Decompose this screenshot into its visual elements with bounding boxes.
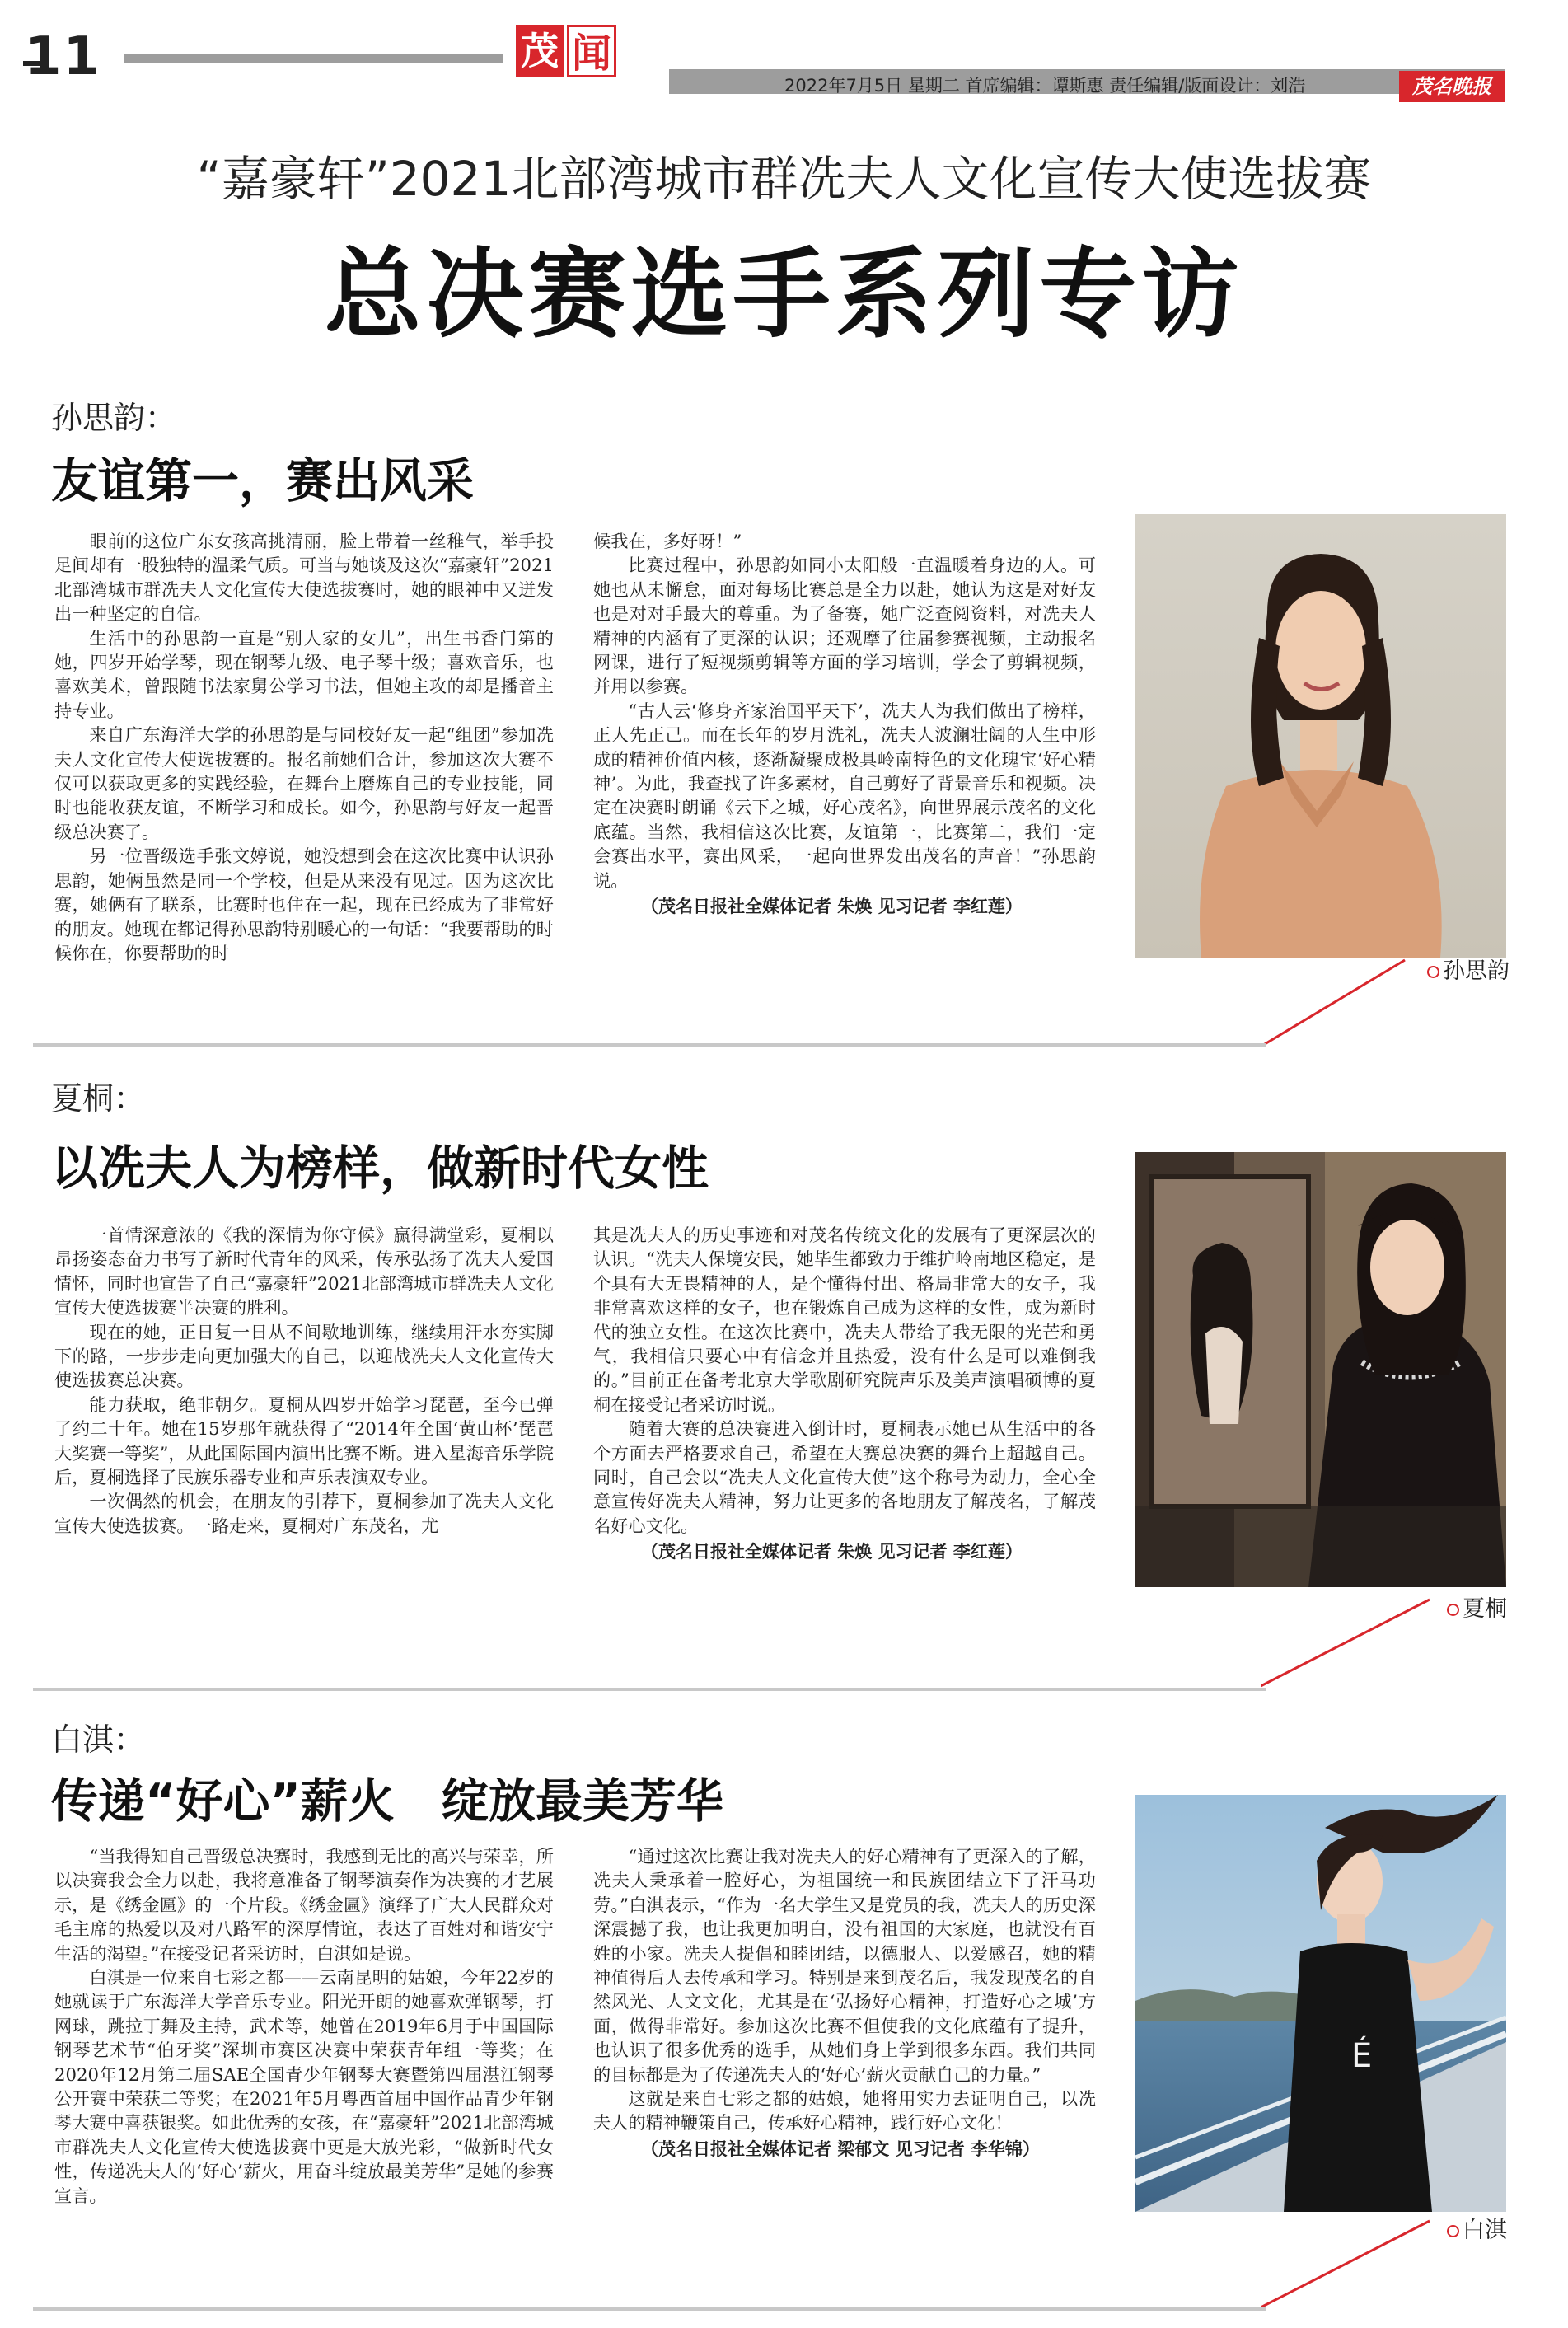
article2-column1 <box>54 1223 554 1538</box>
page-title: 总决赛选手系列专访 <box>324 237 1244 351</box>
svg-text:É: É <box>1351 2037 1373 2075</box>
page-subtitle: “嘉豪轩”2021北部湾城市群冼夫人文化宣传大使选拔赛 <box>196 151 1372 207</box>
article3-column2 <box>593 1844 1096 2162</box>
article2-credit: （茂名日报社全媒体记者 朱焕 见习记者 李红莲） <box>641 1542 1023 1562</box>
article1-person: 孙思韵： <box>51 400 177 436</box>
article3-photo <box>1135 1795 1506 2212</box>
article1-column2 <box>593 529 1096 920</box>
caption-text: 孙思韵 <box>1443 958 1509 984</box>
date-line: 2022年7月5日 星期二 首席编辑：谭斯惠 责任编辑/版面设计：刘浩 <box>784 76 1306 96</box>
paragraph: 眼前的这位广东女孩高挑清丽，脸上带着一丝稚气，举手投足间却有一股独特的温柔气质。可当与她谈及这次“嘉豪轩”2021北部湾城市群冼夫人文化宣传大使选拔赛时，她的眼神中又迸发出一种坚定的自信。 <box>54 531 554 625</box>
article2-decor-line <box>1261 1595 1434 1694</box>
paragraph: 候我在，多好呀！” <box>593 531 742 551</box>
article2-caption <box>1447 1590 1507 1623</box>
article2-column2 <box>593 1223 1096 1565</box>
section-label-char2: 闻 <box>567 25 616 77</box>
paragraph: 比赛过程中，孙思韵如同小太阳般一直温暖着身边的人。可她也从未懈怠，面对每场比赛总是全力以赴，她认为这是对好友也是对对手最大的尊重。为了备赛，她广泛查阅资料，对冼夫人精神的内涵有了更深的认识；还观摩了往届参赛视频，主动报名网课，进行了短视频剪辑等方面的学习培训，学会了剪辑视频，并用以参赛。 <box>593 555 1096 697</box>
caption-ring-icon <box>1447 1604 1459 1616</box>
caption-ring-icon <box>1447 2225 1459 2237</box>
paragraph: “古人云‘修身齐家治国平天下’，冼夫人为我们做出了榜样，正人先正己。而在长年的岁月洗礼，冼夫人波澜壮阔的人生中形成的精神价值内核，逐渐凝聚成极具岭南特色的文化瑰宝‘好心精神’。为此，我查找了许多素材，自己剪好了背景音乐和视频。决定在决赛时朗诵《云下之城，好心茂名》，向世界展示茂名的文化底蕴。当然，我相信这次比赛，友谊第一，比赛第二，我们一定会赛出水平，赛出风采，一起向世界发出茂名的声音！”孙思韵说。 <box>593 700 1096 891</box>
article1-headline: 友谊第一，赛出风采 <box>51 454 474 508</box>
article1-caption <box>1427 953 1509 985</box>
header-rule <box>124 54 503 63</box>
section-divider <box>33 1043 1266 1047</box>
article1-column1 <box>54 529 554 965</box>
paragraph: 能力获取，绝非朝夕。夏桐从四岁开始学习琵琶，至今已弹了约二十年。她在15岁那年就获得了“2014年全国‘黄山杯’琵琶大奖赛一等奖”，从此国际国内演出比赛不断。进入星海音乐学院后，夏桐选择了民族乐器专业和声乐表演双专业。 <box>54 1394 554 1488</box>
article3-credit: （茂名日报社全媒体记者 梁郁文 见习记者 李华锦） <box>641 2138 1040 2159</box>
article1-credit: （茂名日报社全媒体记者 朱焕 见习记者 李红莲） <box>641 897 1023 917</box>
caption-ring-icon <box>1427 966 1439 978</box>
paragraph: 一次偶然的机会，在朋友的引荐下，夏桐参加了冼夫人文化宣传大使选拔赛。一路走来，夏桐对广东茂名，尤 <box>54 1491 554 1536</box>
article2-person: 夏桐： <box>51 1080 146 1117</box>
article1-decor-line <box>1261 956 1409 1055</box>
article3-column1 <box>54 1844 554 2208</box>
paragraph: 白淇是一位来自七彩之都——云南昆明的姑娘，今年22岁的她就读于广东海洋大学音乐专业。阳光开朗的她喜欢弹钢琴，打网球，跳拉丁舞及主持，武术等，她曾在2019年6月于中国国际钢琴艺术节“伯牙奖”深圳市赛区决赛中荣获青年组一等奖；在2020年12月第二届SAE全国青少年钢琴大赛暨第四届湛江钢琴公开赛中荣获二等奖；在2021年5月粤西首届中国作品青少年钢琴大赛中喜获银奖。如此优秀的女孩，在“嘉豪轩”2021北部湾城市群冼夫人文化宣传大使选拔赛中更是大放光彩，“做新时代女性，传递冼夫人的‘好心’薪火，用奋斗绽放最美芳华”是她的参赛宣言。 <box>54 1967 554 2206</box>
paragraph: 一首情深意浓的《我的深情为你守候》赢得满堂彩，夏桐以昂扬姿态奋力书写了新时代青年的风采，传承弘扬了冼夫人爱国情怀，同时也宣告了自己“嘉豪轩”2021北部湾城市群冼夫人文化宣传大使选拔赛半决赛的胜利。 <box>54 1225 554 1319</box>
article1-photo <box>1135 514 1506 958</box>
paragraph: 另一位晋级选手张文婷说，她没想到会在这次比赛中认识孙思韵，她俩虽然是同一个学校，但是从来没有见过。因为这次比赛，她俩有了联系，比赛时也住在一起，现在已经成为了非常好的朋友。她现在都记得孙思韵特别暖心的一句话：“我要帮助的时候你在，你要帮助的时 <box>54 845 554 963</box>
paragraph: 现在的她，正日复一日从不间歇地训练，继续用汗水夯实脚下的路，一步步走向更加强大的自己，以迎战冼夫人文化宣传大使选拔赛总决赛。 <box>54 1321 554 1391</box>
article2-photo <box>1135 1152 1506 1587</box>
paragraph: “通过这次比赛让我对冼夫人的好心精神有了更深入的了解，冼夫人秉承着一腔好心，为祖国统一和民族团结立下了汗马功劳。”白淇表示，“作为一名大学生又是党员的我，冼夫人的历史深深震撼了我，也让我更加明白，没有祖国的大家庭，也就没有百姓的小家。冼夫人提倡和睦团结，以德服人、以爱感召，她的精神值得后人去传承和学习。特别是来到茂名后，我发现茂名的自然风光、人文文化，尤其是在‘弘扬好心精神，打造好心之城’方面，做得非常好。参加这次比赛不但使我的文化底蕴有了提升，也认识了很多优秀的选手，从她们身上学到很多东西。我们共同的目标都是为了传递冼夫人的‘好心’薪火贡献自己的力量。” <box>593 1846 1096 2085</box>
caption-text: 白淇 <box>1463 2218 1507 2243</box>
section-label-char1: 茂 <box>516 25 564 77</box>
paragraph: 随着大赛的总决赛进入倒计时，夏桐表示她已从生活中的各个方面去严格要求自己，希望在大赛总决赛的舞台上超越自己。同时，自己会以“冼夫人文化宣传大使”这个称号为动力，全心全意宣传好冼夫人精神，努力让更多的各地朋友了解茂名，了解茂名好心文化。 <box>593 1418 1096 1536</box>
paragraph: 这就是来自七彩之都的姑娘，她将用实力去证明自己，以冼夫人的精神鞭策自己，传承好心精神，践行好心文化！ <box>593 2088 1096 2134</box>
caption-text: 夏桐 <box>1463 1596 1507 1622</box>
section-divider <box>33 1688 1266 1691</box>
article3-person: 白淇： <box>51 1721 146 1758</box>
page-number: 11 <box>25 26 102 87</box>
paragraph: 生活中的孙思韵一直是“别人家的女儿”，出生书香门第的她，四岁开始学琴，现在钢琴九级、电子琴十级；喜欢音乐，也喜欢美术，曾跟随书法家舅公学习书法，但她主攻的却是播音主持专业。 <box>54 627 554 721</box>
paragraph: 来自广东海洋大学的孙思韵是与同校好友一起“组团”参加冼夫人文化宣传大使选拔赛的。报名前她们合计，参加这次大赛不仅可以获取更多的实践经验，在舞台上磨炼自己的专业技能，同时也能收获友谊，不断学习和成长。如今，孙思韵与好友一起晋级总决赛了。 <box>54 724 554 842</box>
paragraph: 其是冼夫人的历史事迹和对茂名传统文化的发展有了更深层次的认识。“冼夫人保境安民，她毕生都致力于维护岭南地区稳定，是个具有大无畏精神的人，是个懂得付出、格局非常大的女子，我非常喜欢这样的女子，也在锻炼自己成为这样的女性，成为新时代的独立女性。在这次比赛中，冼夫人带给了我无限的光芒和勇气，我相信只要心中有信念并且热爱，没有什么是可以难倒我的。”目前正在备考北京大学歌剧研究院声乐及美声演唱硕博的夏桐在接受记者采访时说。 <box>593 1225 1096 1415</box>
paper-logo: 茂名晚报 <box>1399 71 1505 102</box>
article3-headline: 传递“好心”薪火 绽放最美芳华 <box>51 1774 723 1829</box>
section-divider <box>33 2307 1266 2311</box>
paragraph: “当我得知自己晋级总决赛时，我感到无比的高兴与荣幸，所以决赛我会全力以赴，我将意准备了钢琴演奏作为决赛的才艺展示，是《绣金匾》的一个片段。《绣金匾》演绎了广大人民群众对毛主席的热爱以及对八路军的深厚情谊，表达了百姓对和谐安宁生活的渴望。”在接受记者采访时，白淇如是说。 <box>54 1846 554 1964</box>
article3-caption <box>1447 2212 1507 2244</box>
article2-headline: 以冼夫人为榜样，做新时代女性 <box>51 1141 709 1196</box>
article3-decor-line <box>1261 2217 1434 2316</box>
